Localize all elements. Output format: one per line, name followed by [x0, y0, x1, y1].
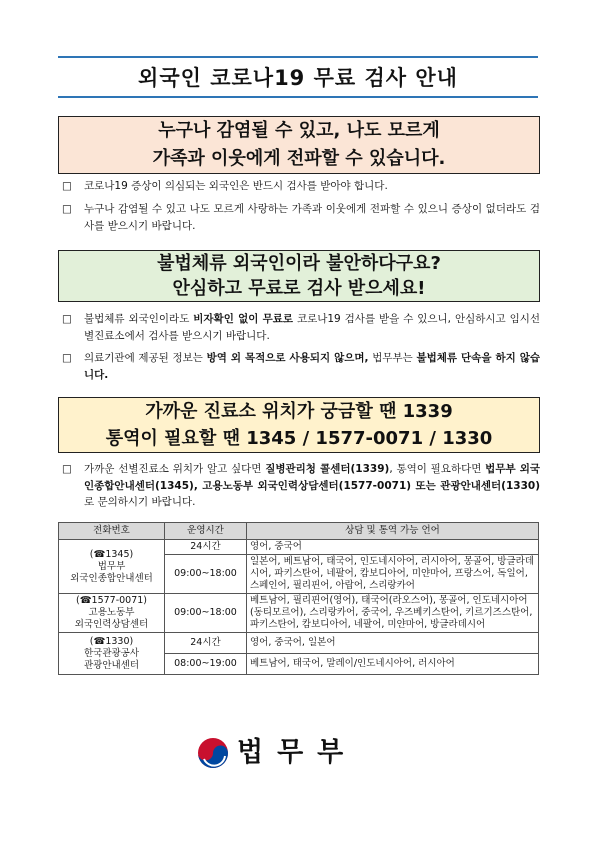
languages-cell: 일본어, 베트남어, 태국어, 인도네시아어, 러시아어, 몽골어, 방글라데시어, 파키스탄어, 네팔어, 캄보디아어, 미얀마어, 프랑스어, 독일어, 스페인어, 필리핀어, 아랍어, 스리랑카어	[247, 555, 539, 594]
notice-text	[84, 350, 540, 383]
hours-cell: 09:00~18:00	[165, 594, 247, 633]
languages-cell: 베트남어, 필리핀어(영어), 태국어(라오스어), 몽골어, 인도네시아어(동티모르어), 스리랑카어, 중국어, 우즈베키스탄어, 키르기즈스탄어, 파키스탄어, 캄보디아어, 네팔어, 미얀마어, 방글라데시어	[247, 594, 539, 633]
table-row	[59, 633, 539, 654]
taegeuk-emblem-icon	[195, 735, 231, 771]
center-name: 외국인력상담센터	[74, 619, 149, 630]
table-header-hours: 운영시간	[165, 523, 247, 540]
languages-cell: 베트남어, 태국어, 말레이/인도네시아어, 러시아어	[247, 654, 539, 675]
notice-text	[84, 311, 540, 344]
contact-cell-1330	[59, 633, 165, 675]
hours-cell: 24시간	[165, 633, 247, 654]
notice-text: 코로나19 증상이 의심되는 외국인은 반드시 검사를 받아야 합니다.	[84, 180, 388, 192]
checkbox-bullet-icon: □	[62, 180, 72, 192]
title-bottom-rule	[58, 96, 538, 98]
org-name: 법무부	[97, 560, 126, 572]
notice-text-bold: 비자확인 없이 무료로	[193, 313, 294, 325]
checkbox-bullet-icon: □	[62, 463, 72, 475]
notice-text-part: 불법체류 외국인이라도	[84, 313, 194, 325]
center-name: 외국인종합안내센터	[70, 572, 153, 584]
center-name: 관광안내센터	[83, 659, 140, 671]
title-top-rule	[58, 56, 538, 58]
hours-cell: 09:00~18:00	[165, 555, 247, 594]
reassurance-banner	[58, 250, 540, 302]
notice-text-bold: 방역 외 목적으로 사용되지 않으며,	[206, 352, 369, 364]
notice-text-part: 가까운 선별진료소 위치가 알고 싶다면	[84, 463, 266, 475]
hours-cell: 24시간	[165, 540, 247, 555]
phone-number: (☎1345)	[89, 548, 134, 560]
hotline-banner-line2: 통역이 필요할 땐 1345 / 1577-0071 / 1330	[105, 428, 493, 449]
notice-item-contacts	[62, 461, 540, 511]
table-row	[59, 594, 539, 633]
notice-text-part: 코로나19 검사를 받을 수 있으니, 안심하시고 임시선별진료소에서 검사를 받으시기 바랍니다.	[84, 313, 540, 342]
hotline-banner	[58, 397, 540, 453]
notice-text-bold: 질병관리청 콜센터(1339)	[265, 463, 390, 475]
page-title: 외국인 코로나19 무료 검사 안내	[138, 66, 458, 90]
warning-banner-line2: 가족과 이웃에게 전파할 수 있습니다.	[152, 148, 446, 169]
checkbox-bullet-icon: □	[62, 352, 72, 364]
notice-text-bold: 불법체류 단속을 하지 않습니다.	[84, 352, 541, 381]
notice-item-symptoms	[62, 178, 540, 195]
phone-number: (☎1577-0071)	[75, 595, 148, 606]
notice-text: 누구나 감염될 수 있고 나도 모르게 사랑하는 가족과 이웃에게 전파할 수 있으니 증상이 없더라도 검사를 받으시기 바랍니다.	[84, 203, 540, 232]
hours-cell: 08:00~19:00	[165, 654, 247, 675]
checkbox-bullet-icon: □	[62, 313, 72, 325]
reassurance-banner-line2: 안심하고 무료로 검사 받으세요!	[172, 278, 426, 299]
hotline-banner-line1: 가까운 진료소 위치가 궁금할 땐 1339	[145, 401, 453, 422]
phone-number: (☎1330)	[89, 635, 134, 647]
notice-text-part: 법무부는	[368, 352, 417, 364]
org-name: 고용노동부	[88, 607, 135, 618]
warning-banner-line1: 누구나 감염될 수 있고, 나도 모르게	[158, 120, 440, 141]
notice-text-part: 의료기관에 제공된 정보는	[84, 352, 207, 364]
notice-item-asymptomatic	[62, 201, 540, 234]
languages-cell: 영어, 중국어	[247, 540, 539, 555]
contact-cell-1345	[59, 540, 165, 594]
table-header-languages: 상담 및 통역 가능 언어	[247, 523, 539, 540]
notice-text-bold: 법무부 외국인종합안내센터(1345), 고용노동부 외국인력상담센터(1577-0071) 또는 관광안내센터(1330)	[84, 463, 540, 492]
table-header-phone: 전화번호	[59, 523, 165, 540]
notice-text	[84, 461, 540, 511]
table-header-row	[59, 523, 539, 540]
languages-cell: 영어, 중국어, 일본어	[247, 633, 539, 654]
table-row	[59, 540, 539, 555]
contact-table	[58, 522, 539, 675]
notice-text-part: , 통역이 필요하다면	[389, 463, 486, 475]
contact-cell-1577-0071	[59, 594, 165, 633]
warning-banner	[58, 116, 540, 174]
ministry-name: 법무부	[237, 737, 358, 768]
notice-text-part: 로 문의하시기 바랍니다.	[84, 496, 196, 508]
org-name: 한국관광공사	[83, 647, 140, 659]
reassurance-banner-line1: 불법체류 외국인이라 불안하다구요?	[157, 253, 441, 274]
notice-item-no-enforcement	[62, 350, 540, 383]
ministry-logo	[195, 735, 405, 771]
checkbox-bullet-icon: □	[62, 203, 72, 215]
notice-item-free-test	[62, 311, 540, 344]
